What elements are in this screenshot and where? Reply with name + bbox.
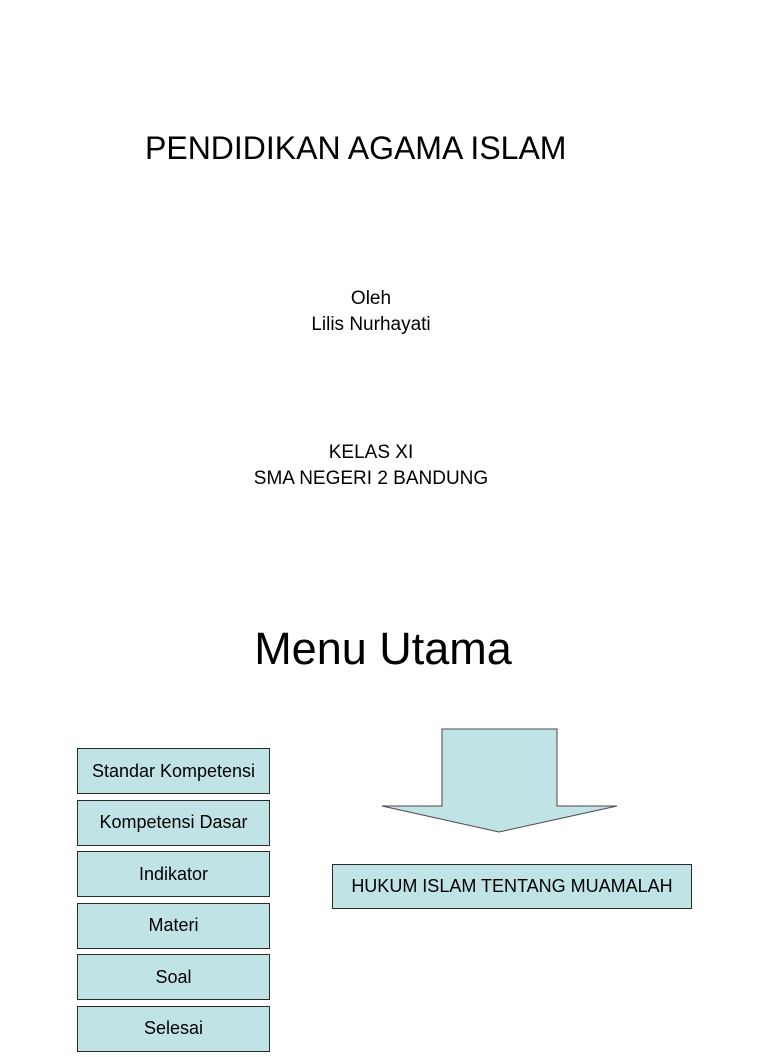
topic-box: HUKUM ISLAM TENTANG MUAMALAH [332,864,692,909]
menu-title: Menu Utama [254,623,512,674]
slide-title: PENDIDIKAN AGAMA ISLAM [145,130,567,166]
school-line: SMA NEGERI 2 BANDUNG [253,468,489,489]
menu-button-soal[interactable]: Soal [77,954,270,1000]
class-block [0,440,742,492]
menu-button-selesai[interactable]: Selesai [77,1006,270,1052]
author-name: Lilis Nurhayati [311,314,431,335]
menu-list [77,748,270,1057]
menu-button-kompetensi-dasar[interactable]: Kompetensi Dasar [77,800,270,846]
menu-button-indikator[interactable]: Indikator [77,851,270,897]
author-block [0,286,742,338]
menu-button-standar-kompetensi[interactable]: Standar Kompetensi [77,748,270,794]
arrow-down-icon [380,728,620,836]
class-line: KELAS XI [328,442,414,463]
menu-button-materi[interactable]: Materi [77,903,270,949]
author-label: Oleh [350,288,392,309]
